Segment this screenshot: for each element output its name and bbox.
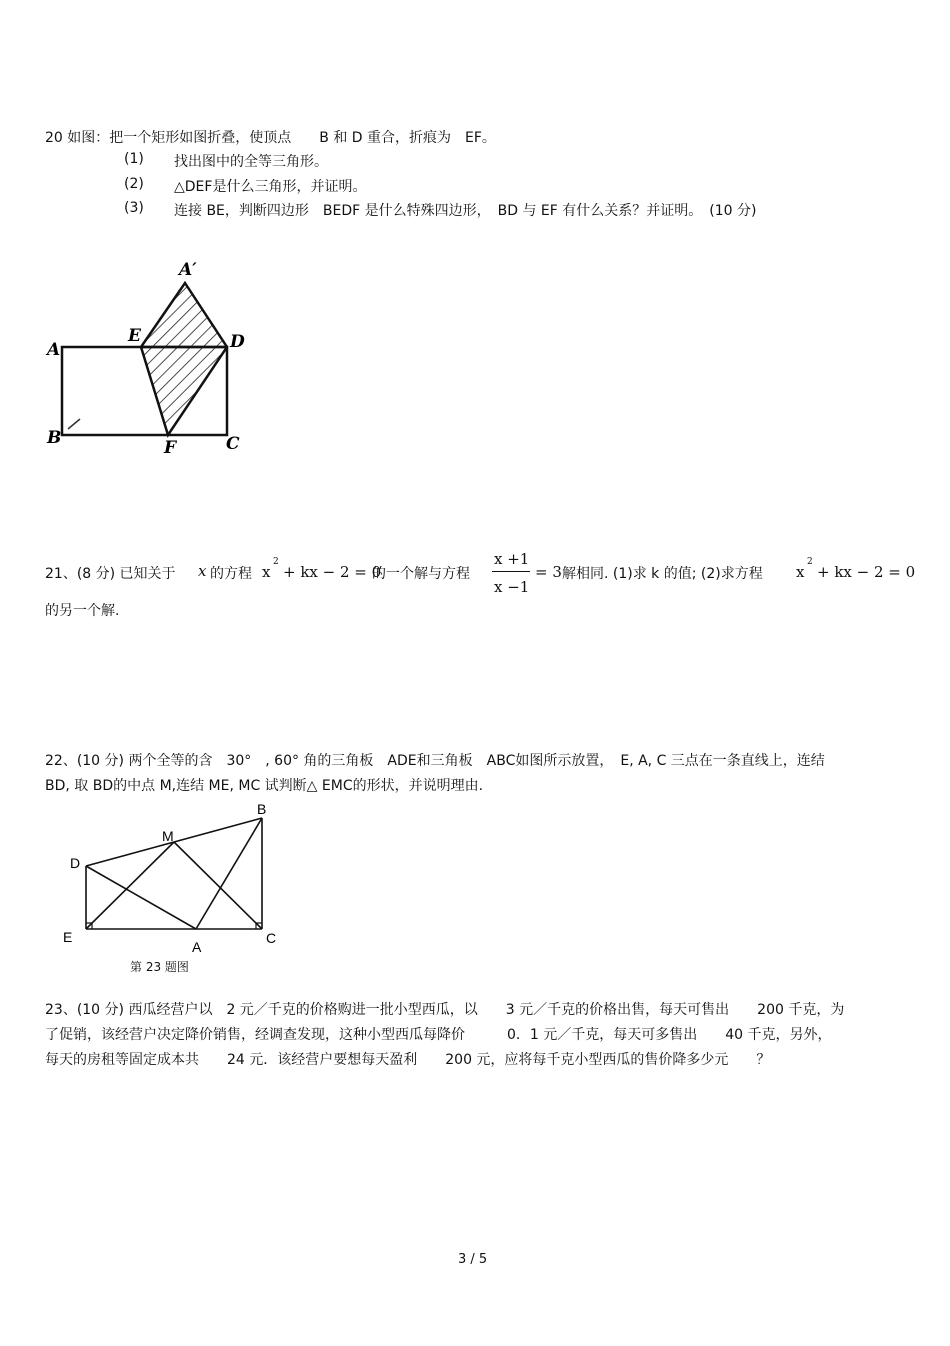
q20-sub1-number: (1) [124, 151, 144, 167]
q21-eq1-base: x [262, 563, 271, 581]
q20-stem: 20 如图：把一个矩形如图折叠，使顶点 B 和 D 重合，折痕为 EF。 [45, 130, 496, 146]
q21-fraction-bar [492, 571, 530, 572]
q21-intro: 21、(8 分) 已知关于 [45, 566, 176, 582]
label-c: C [226, 434, 240, 454]
q21-variable-x: x [198, 562, 207, 580]
q21-eq1-rest: + kx − 2 = 0 [283, 563, 382, 581]
page-number: 3 / 5 [458, 1252, 488, 1267]
q20-sub3-number: (3) [124, 200, 144, 216]
segment-mc [174, 842, 262, 929]
label-d: D [70, 855, 81, 871]
q21-eq2-base: x [796, 563, 805, 581]
fold-mark [68, 419, 80, 429]
label-b: B [47, 428, 62, 448]
label-e: E [128, 326, 141, 346]
q22-figure-caption: 第 23 题图 [130, 960, 189, 974]
q21-fraction-denominator: x −1 [494, 578, 530, 596]
q21-line2: 的另一个解. [45, 603, 120, 619]
q23-line3: 每天的房租等固定成本共 24 元．该经营户要想每天盈利 200 元，应将每千克小型西瓜的售价降多少元 ？ [45, 1052, 771, 1068]
q21-tail-text: 解相同. (1)求 k 的值; (2)求方程 [562, 566, 763, 582]
q20-fold-figure [40, 255, 270, 465]
label-b: B [257, 801, 267, 817]
q22-line2: BD, 取 BD的中点 M,连结 ME, MC 试判断△ EMC的形状，并说明理由. [45, 778, 484, 794]
q20-sub3-text: 连接 BE，判断四边形 BEDF 是什么特殊四边形， BD 与 EF 有什么关系？并证明。 (10 分) [174, 203, 757, 219]
label-d: D [230, 332, 245, 352]
q21-equation-prefix: 的方程 [210, 566, 252, 582]
q21-fraction-rhs: = 3 [535, 563, 562, 581]
folded-rhombus [141, 283, 227, 435]
label-a-prime: A′ [179, 260, 197, 280]
q21-middle-text: 的一个解与方程 [372, 566, 470, 582]
label-m: M [162, 828, 174, 844]
q21-eq2-exponent: 2 [807, 557, 813, 567]
label-f: F [164, 438, 177, 458]
label-a: A [192, 939, 202, 955]
label-e: E [63, 929, 73, 945]
segment-me [86, 842, 174, 929]
label-a: A [47, 340, 61, 360]
q22-triangle-figure [55, 798, 295, 976]
q21-eq1-exponent: 2 [273, 557, 279, 567]
q22-line1: 22、(10 分) 两个全等的含 30° , 60° 角的三角板 ADE和三角板 ABC如图所示放置， E, A, C 三点在一条直线上，连结 [45, 753, 825, 769]
q20-sub2-text: △DEF是什么三角形，并证明。 [174, 179, 367, 195]
label-c: C [266, 930, 277, 946]
q20-sub2-number: (2) [124, 176, 144, 192]
q21-fraction-numerator: x +1 [494, 550, 530, 568]
q20-sub1-text: 找出图中的全等三角形。 [174, 154, 328, 170]
q23-line1: 23、(10 分) 西瓜经营户以 2 元／千克的价格购进一批小型西瓜，以 3 元／千克的价格出售，每天可售出 200 千克，为 [45, 1002, 845, 1018]
q23-line2: 了促销，该经营户决定降价销售，经调查发现，这种小型西瓜每降价 0．1 元／千克，每天可多售出 40 千克，另外， [45, 1027, 832, 1043]
q21-eq2-rest: + kx − 2 = 0 [817, 563, 916, 581]
